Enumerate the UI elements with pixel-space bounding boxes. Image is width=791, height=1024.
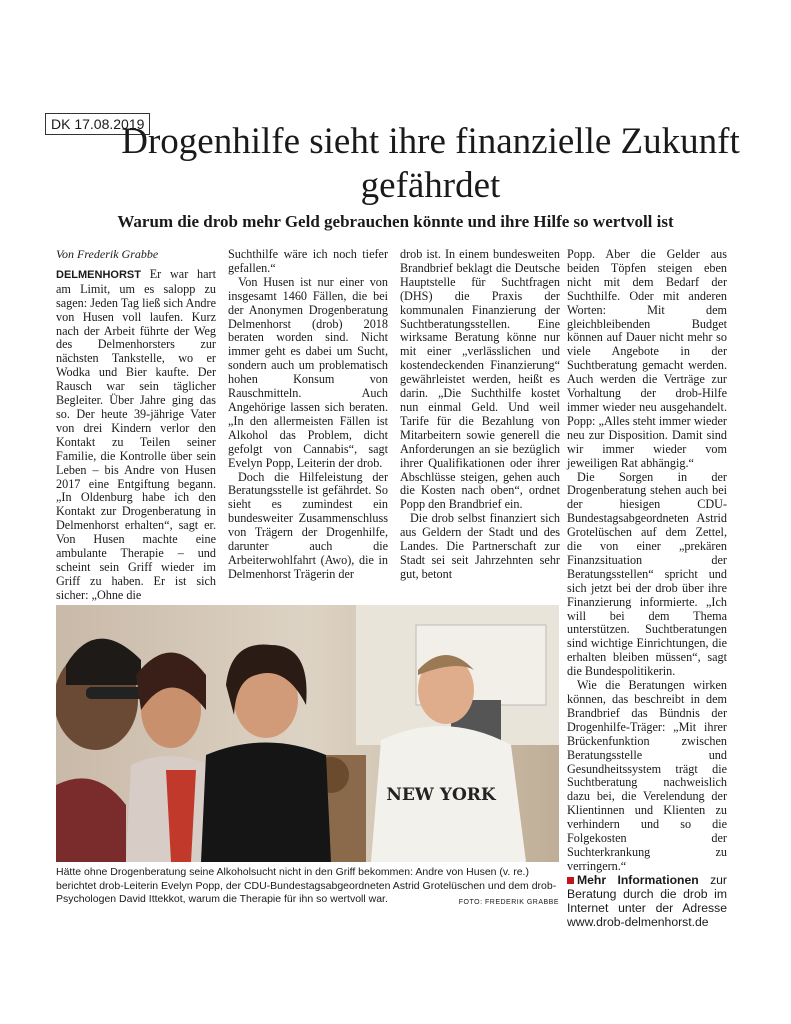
- paragraph: [56, 268, 216, 603]
- column-3: [400, 248, 560, 582]
- paragraph: Suchthilfe wäre ich noch tiefer gefallen.“: [228, 247, 388, 275]
- photo-caption: [56, 866, 559, 910]
- byline: Von Frederik Grabbe: [56, 247, 159, 261]
- photo-credit: FOTO: FREDERIK GRABBE: [458, 899, 559, 906]
- more-info-text: zur Beratung durch die drob im Internet unter der Adresse www.drob-delmenhorst.de: [567, 872, 727, 929]
- subheadline: Warum die drob mehr Geld gebrauchen könnte und ihre Hilfe so wertvoll ist: [117, 212, 674, 231]
- article-photo: [56, 605, 559, 862]
- more-info-label: Mehr Informationen: [577, 872, 699, 887]
- more-info: [567, 874, 727, 930]
- column-2: [228, 248, 388, 582]
- column-4: [567, 248, 727, 929]
- headline: Drogenhilfe sieht ihre finanzielle Zukunft gefährdet: [121, 121, 740, 206]
- paragraph: Wie die Beratungen wirken können, das beschreibt in dem Brandbrief das Bündnis der Drogenhilfe-Träger: „Mit ihrer Brückenfunktion zwischen Beratungsstelle und Gesundheitssystem trägt die Suchtberatung nachweislich dazu bei, die Verelendung der Klientinnen und Klienten zu verhindern und so die Folgekosten der Suchterkrankung zu verringern.“: [567, 678, 727, 873]
- paragraph: Von Husen ist nur einer von insgesamt 1460 Fällen, die bei der Anonymen Drogenberatung Delmenhorst (drob) 2018 beraten worden sind. Nicht immer geht es dabei um Sucht, sondern auch um problematisch hohen Konsum von Rauschmitteln. Auch Angehörige lassen sich beraten. „In den allermeisten Fällen ist Alkohol das Problem, dicht gefolgt von Cannabis“, sagt Evelyn Popp, Leiterin der drob.: [228, 274, 388, 470]
- paragraph: Doch die Hilfeleistung der Beratungsstelle ist gefährdet. So sieht es zumindest ein bundesweiter Zusammenschluss von Trägern der Drogenhilfe, darunter auch die Arbeiterwohlfahrt (Awo), die in Delmenhorst Trägerin der: [228, 469, 388, 581]
- dateline: DELMENHORST: [56, 268, 141, 281]
- paragraph: Popp. Aber die Gelder aus beiden Töpfen steigen eben nicht mit dem Bedarf der Suchthilfe. Oder mit anderen Worten: Mit dem gleichbleibenden Budget können auf Dauer nicht mehr so viele Angebote in der Suchtberatung gemacht werden. Auch werden die Verträge zur Vorhaltung der drob-Hilfe immer wieder neu ausgehandelt. Popp: „Alles steht immer wieder neu zur Disposition. Damit sind wir immer wieder vom jeweiligen Rat abhängig.“: [567, 247, 727, 470]
- date-label: DK 17.08.2019: [45, 113, 150, 135]
- caption-text: Hätte ohne Drogenberatung seine Alkoholsucht nicht in den Griff bekommen: Andre von Husen (v. re.) berichtet drob-Leiterin Evelyn Popp, der CDU-Bundestagsabgeordneten Astrid Grotelüschen und dem drob-Psychologen David Ittekkot, warum die Therapie für ihn so wertvoll war.: [56, 866, 557, 905]
- shirt-text: NEW YORK: [386, 785, 496, 805]
- paragraph: drob ist. In einem bundesweiten Brandbrief beklagt die Deutsche Hauptstelle für Suchtfragen (DHS) die Praxis der kommunalen Finanzierung der Suchtberatungsstellen. Eine wirksame Beratung könne nur mit einer „verlässlichen und kostendeckenden Finanzierung“ gewährleistet werden, heißt es darin. „Die Suchthilfe kostet nun einmal Geld. Und weil Tarife für die Bezahlung von Mitarbeitern sowie generell die Anforderungen an sie bezüglich ihrer Qualifikationen oder ihrer Abschlüsse steigen, gehen auch die Kosten nach oben“, ordnet Popp den Brandbrief ein.: [400, 247, 560, 512]
- red-square-icon: [567, 877, 574, 884]
- paragraph-text: Er war hart am Limit, um es salopp zu sagen: Jeden Tag ließ sich Andre von Husen voll laufen. Kurz nach der Arbeit führte der Weg des Delmenhorsters zur nächsten Tankstelle, wo er Wodka und Bier kaufte. Der Rausch war sein täglicher Begleiter. Über Jahre ging das so. Der heute 39-jährige Vater von drei Kindern verlor den Kontakt zu Teilen seiner Familie, die Kontrolle über sein Leben – bis Andre von Husen 2017 eine Entgiftung begann. „In Oldenburg habe ich den Kontakt zur Drogenberatung in Delmenhorst erhalten“, sagt er. Von Husen machte eine ambulante Therapie – und scheint sein Griff wieder im Griff zu haben. Er ist sich sicher: „Ohne die: [56, 266, 216, 602]
- paragraph: Die drob selbst finanziert sich aus Geldern der Stadt und des Landes. Die Partnerschaft zur Stadt sei seit Jahrzehnten sehr gut, betont: [400, 511, 560, 581]
- paragraph: Die Sorgen in der Drogenberatung stehen auch bei der hiesigen CDU-Bundestagsabgeordneten Astrid Grotelüschen auf dem Zettel, die von einer „prekären Finanzsituation der Beratungsstellen“ spricht und sich jetzt bei der drob über ihre Finanzierung informierte. „Ich will bei dem Thema unterstützen. Suchtberatungen sind wichtige Einrichtungen, die erhalten bleiben müssen“, sagt die Bundespolitikerin.: [567, 469, 727, 679]
- column-1: [56, 248, 216, 603]
